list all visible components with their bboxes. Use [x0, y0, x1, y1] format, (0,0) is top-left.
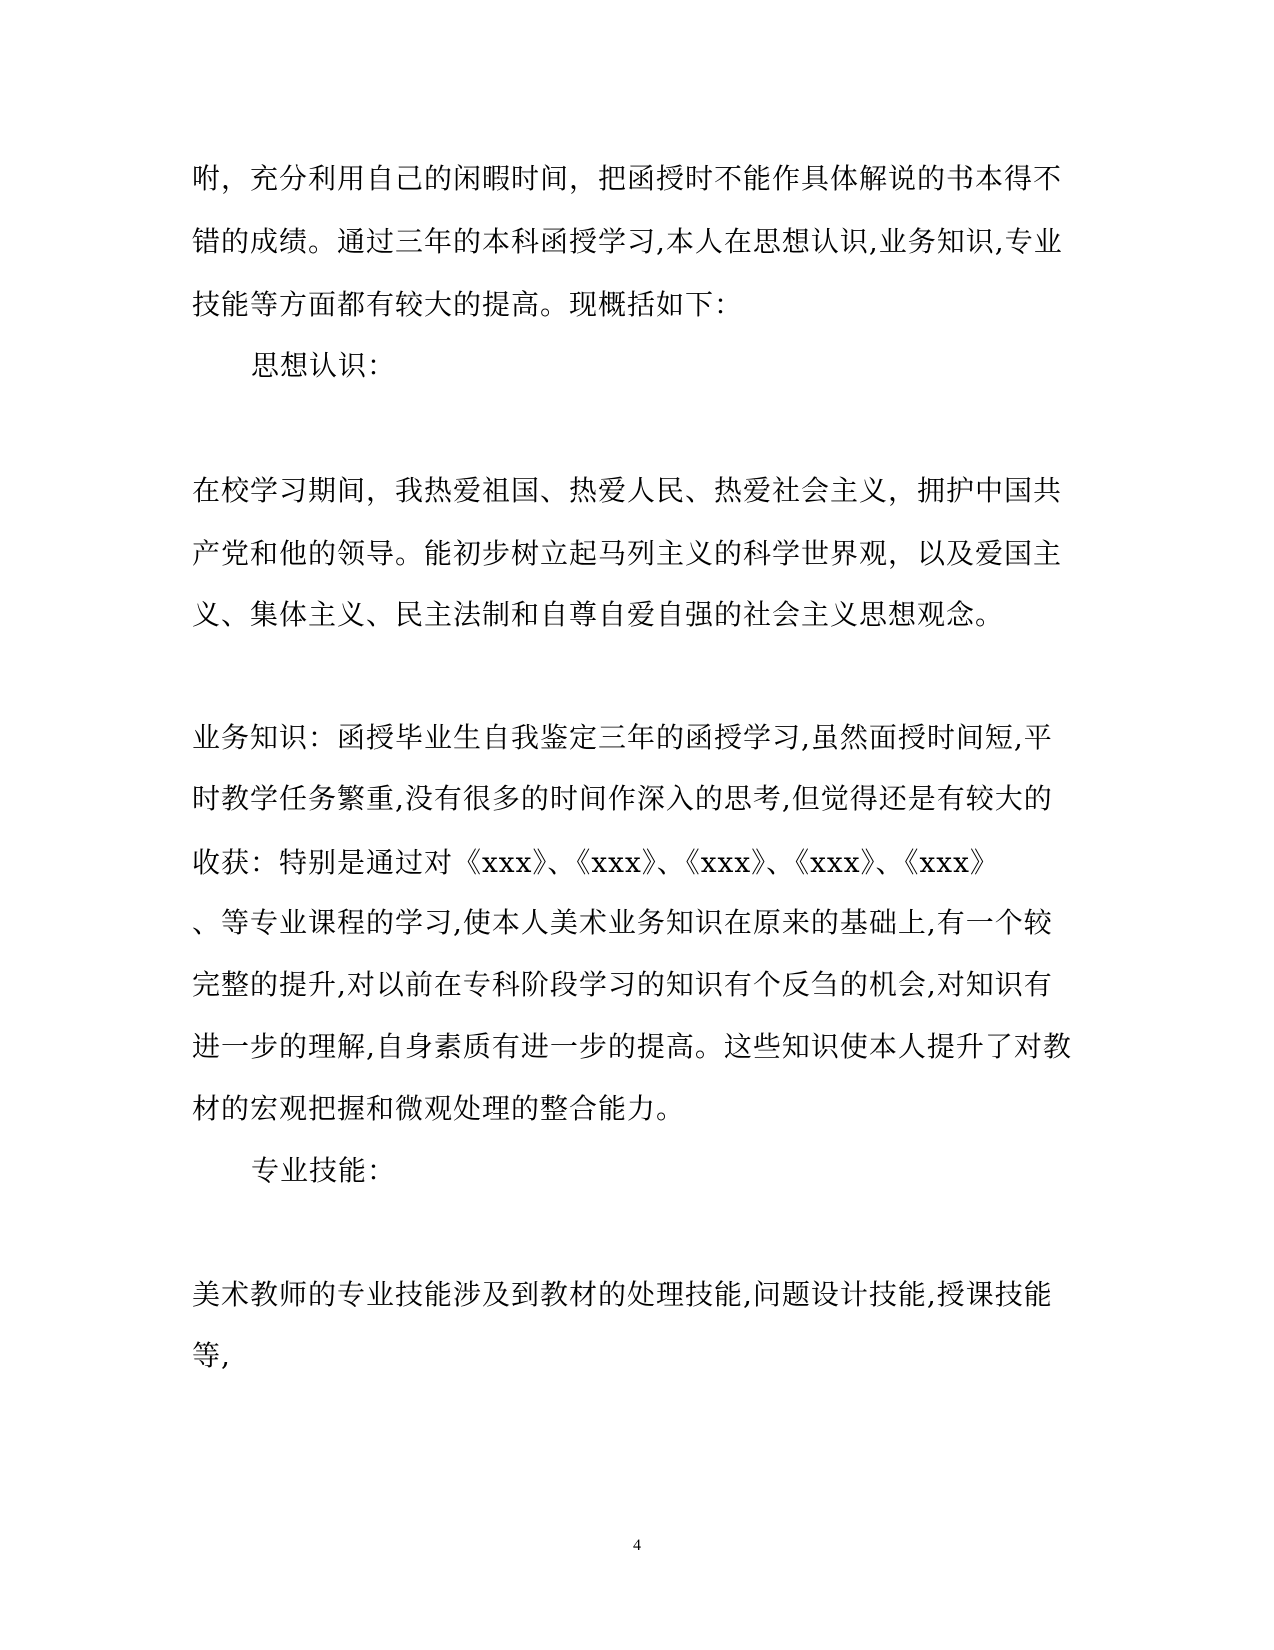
- section-heading-skills: 专业技能：: [251, 1154, 397, 1187]
- paragraph-line: 时教学任务繁重,没有很多的时间作深入的思考,但觉得还是有较大的: [192, 782, 1053, 815]
- paragraph-line: 业务知识：函授毕业生自我鉴定三年的函授学习,虽然面授时间短,平: [192, 721, 1053, 754]
- paragraph-line: 完整的提升,对以前在专科阶段学习的知识有个反刍的机会,对知识有: [192, 968, 1053, 1001]
- paragraph-line: 等,: [192, 1339, 231, 1372]
- section-heading-thought: 思想认识：: [251, 349, 397, 382]
- paragraph-line: 产党和他的领导。能初步树立起马列主义的科学世界观，以及爱国主: [192, 537, 1063, 570]
- paragraph-line: 进一步的理解,自身素质有进一步的提高。这些知识使本人提升了对教: [192, 1030, 1072, 1063]
- paragraph-line: 技能等方面都有较大的提高。现概括如下：: [192, 288, 744, 321]
- page-number: 4: [633, 1537, 641, 1554]
- paragraph-line: 材的宏观把握和微观处理的整合能力。: [192, 1092, 686, 1125]
- paragraph-line: 在校学习期间，我热爱祖国、热爱人民、热爱社会主义，拥护中国共: [192, 474, 1063, 507]
- paragraph-line: 义、集体主义、民主法制和自尊自爱自强的社会主义思想观念。: [192, 598, 1005, 631]
- paragraph-line: 错的成绩。通过三年的本科函授学习,本人在思想认识,业务知识,专业: [192, 225, 1063, 258]
- paragraph-line: 收获：特别是通过对《xxx》、《xxx》、《xxx》、《xxx》、《xxx》: [192, 846, 999, 879]
- paragraph-line: 美术教师的专业技能涉及到教材的处理技能,问题设计技能,授课技能: [192, 1278, 1053, 1311]
- paragraph-line: 、等专业课程的学习,使本人美术业务知识在原来的基础上,有一个较: [192, 906, 1053, 939]
- paragraph-line: 咐，充分利用自己的闲暇时间，把函授时不能作具体解说的书本得不: [192, 162, 1063, 195]
